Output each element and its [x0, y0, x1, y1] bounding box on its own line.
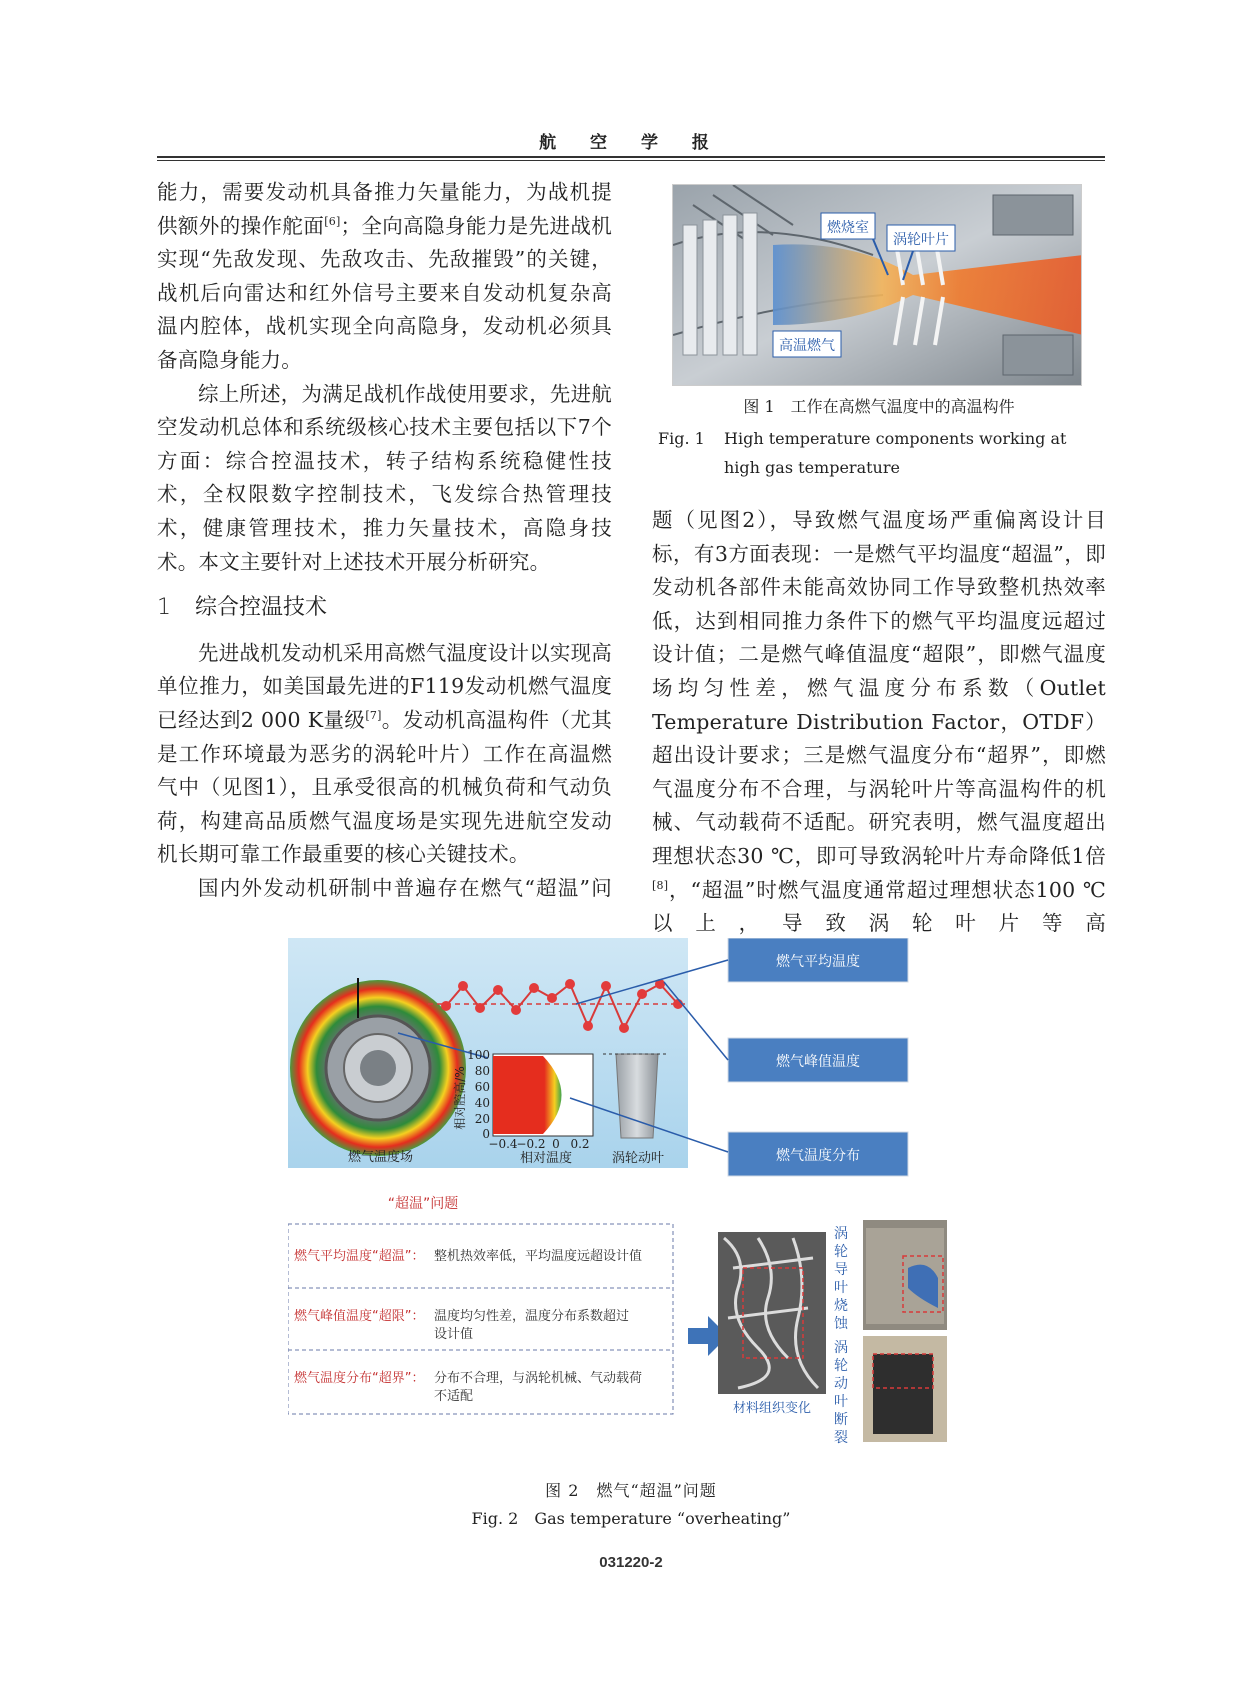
figure-2-caption-cn: 图 2 燃气“超温”问题: [545, 1481, 717, 1500]
label-hot-gas: 高温燃气: [779, 338, 835, 354]
header-rule-thin: [157, 160, 1105, 161]
x-tick-neg04: −0.4: [488, 1137, 518, 1151]
running-head: 航 空 学 报: [539, 133, 723, 153]
x-tick-0: 0: [552, 1137, 560, 1151]
row-3-desc: 分布不合理，与涡轮机械、气动载荷: [434, 1371, 643, 1386]
figure-2-caption-en: Fig. 2 Gas temperature “overheating”: [471, 1509, 791, 1528]
left-column: [157, 176, 612, 905]
paragraph-2: 综上所述，为满足战机作战使用要求，先进航空发动机总体和系统级核心技术主要包括以下7个方面：综合控温技术，转子结构系统稳健性技术，全权限数字控制技术，飞发综合热管理技术，健康管理技术，推力矢量技术，高隐身技术。本文主要针对上述技术开展分析研究。: [157, 381, 612, 574]
y-tick-80: 80: [474, 1064, 490, 1078]
section-number: 1: [157, 595, 171, 621]
y-tick-40: 40: [474, 1096, 490, 1110]
box-peak-temp: 燃气峰值温度: [776, 1054, 860, 1070]
row-3-term: 燃气温度分布“超界”：: [294, 1371, 425, 1386]
paragraph-1: 能力，需要发动机具备推力矢量能力，为战机提供额外的操作舵面[6]；全向高隐身能力是先进战机实现“先敌发现、先敌攻击、先敌摧毁”的关键，战机后向雷达和红外信号主要来自发动机复杂高温内腔体，战机实现全向高隐身，发动机必须具备高隐身能力。: [157, 180, 612, 372]
y-tick-60: 60: [474, 1080, 490, 1094]
row-1-term: 燃气平均温度“超温”：: [294, 1249, 425, 1264]
section-heading: [157, 591, 612, 625]
row-2-term: 燃气峰值温度“超限”：: [294, 1309, 425, 1324]
figure-1-caption-en: [658, 424, 1098, 482]
right-column: [652, 504, 1106, 941]
label-temp-field: 燃气温度场: [348, 1150, 414, 1165]
figure-1-caption-text: High temperature components working at high gas temperature: [724, 429, 1067, 477]
y-tick-100: 100: [467, 1048, 490, 1062]
paragraph-4: 国内外发动机研制中普遍存在燃气“超温”问: [198, 875, 612, 900]
citation-6[interactable]: [6]: [324, 214, 341, 228]
page-number: 031220-2: [599, 1554, 663, 1571]
figure-1-caption-cn: 图 1 工作在高燃气温度中的高温构件: [743, 397, 1015, 416]
y-tick-20: 20: [474, 1112, 490, 1126]
y-tick-0: 0: [482, 1127, 490, 1141]
x-tick-02: 0.2: [570, 1137, 590, 1151]
figure-2-image: [288, 938, 988, 1458]
profile-y-label: 相对腔高/%: [453, 1066, 467, 1130]
row-2-desc-cont: 设计值: [434, 1327, 474, 1342]
citation-8[interactable]: [8]: [652, 878, 669, 892]
svg-text:涡轮动叶断裂: 涡轮动叶断裂: [834, 1340, 848, 1446]
label-combustor: 燃烧室: [827, 220, 869, 236]
svg-text:涡轮导叶烧蚀: 涡轮导叶烧蚀: [834, 1226, 848, 1332]
x-tick-neg02: −0.2: [516, 1137, 546, 1151]
label-microstructure: 材料组织变化: [732, 1401, 812, 1416]
paragraph-3: 先进战机发动机采用高燃气温度设计以实现高单位推力，如美国最先进的F119发动机燃气温度已经达到2 000 K量级[7]。发动机高温构件（尤其是工作环境最为恶劣的涡轮叶片）工作在高温燃气中（见图1），且承受很高的机械负荷和气动负荷，构建高品质燃气温度场是实现先进航空发动机长期可靠工作最重要的核心关键技术。: [157, 640, 613, 867]
row-3-desc-cont: 不适配: [434, 1389, 474, 1404]
paragraph-5: 题（见图2），导致燃气温度场严重偏离设计目标，有3方面表现：一是燃气平均温度“超温”，即发动机各部件未能高效协同工作导致整机热效率低，达到相同推力条件下的燃气平均温度远超过设计值；二是燃气峰值温度“超限”，即燃气温度场均匀性差，燃气温度分布系数（Outlet Temperature Distribution Factor，OTDF）超出设计要求；三是燃气温度分布“超界”，即燃气温度分布不合理，与涡轮叶片等高温构件的机械、气动载荷不适配。研究表明，燃气温度超出理想状态30 ℃，即可导致涡轮叶片寿命降低1倍[8]，“超温”时燃气温度通常超过理想状态100 ℃以上，导致涡轮叶片等高: [652, 508, 1106, 936]
profile-x-label: 相对温度: [519, 1151, 573, 1166]
label-rotor-blade: 涡轮动叶: [611, 1151, 665, 1166]
label-blade-fracture: [834, 1340, 848, 1446]
figure-1-label: Fig. 1: [658, 429, 705, 448]
label-turbine-blade: 涡轮叶片: [893, 232, 949, 248]
label-nozzle-erosion: [834, 1226, 849, 1332]
box-avg-temp: 燃气平均温度: [776, 954, 860, 970]
header-rule: [157, 156, 1105, 158]
row-2-desc: 温度均匀性差，温度分布系数超过: [434, 1309, 630, 1324]
section-title: 综合控温技术: [195, 595, 328, 621]
box-temp-dist: 燃气温度分布: [776, 1148, 860, 1164]
problem-title: “超温”问题: [387, 1196, 459, 1212]
row-1-desc: 整机热效率低，平均温度远超设计值: [434, 1249, 643, 1264]
citation-7[interactable]: [7]: [365, 709, 382, 723]
figure-1-image: [672, 184, 1082, 386]
